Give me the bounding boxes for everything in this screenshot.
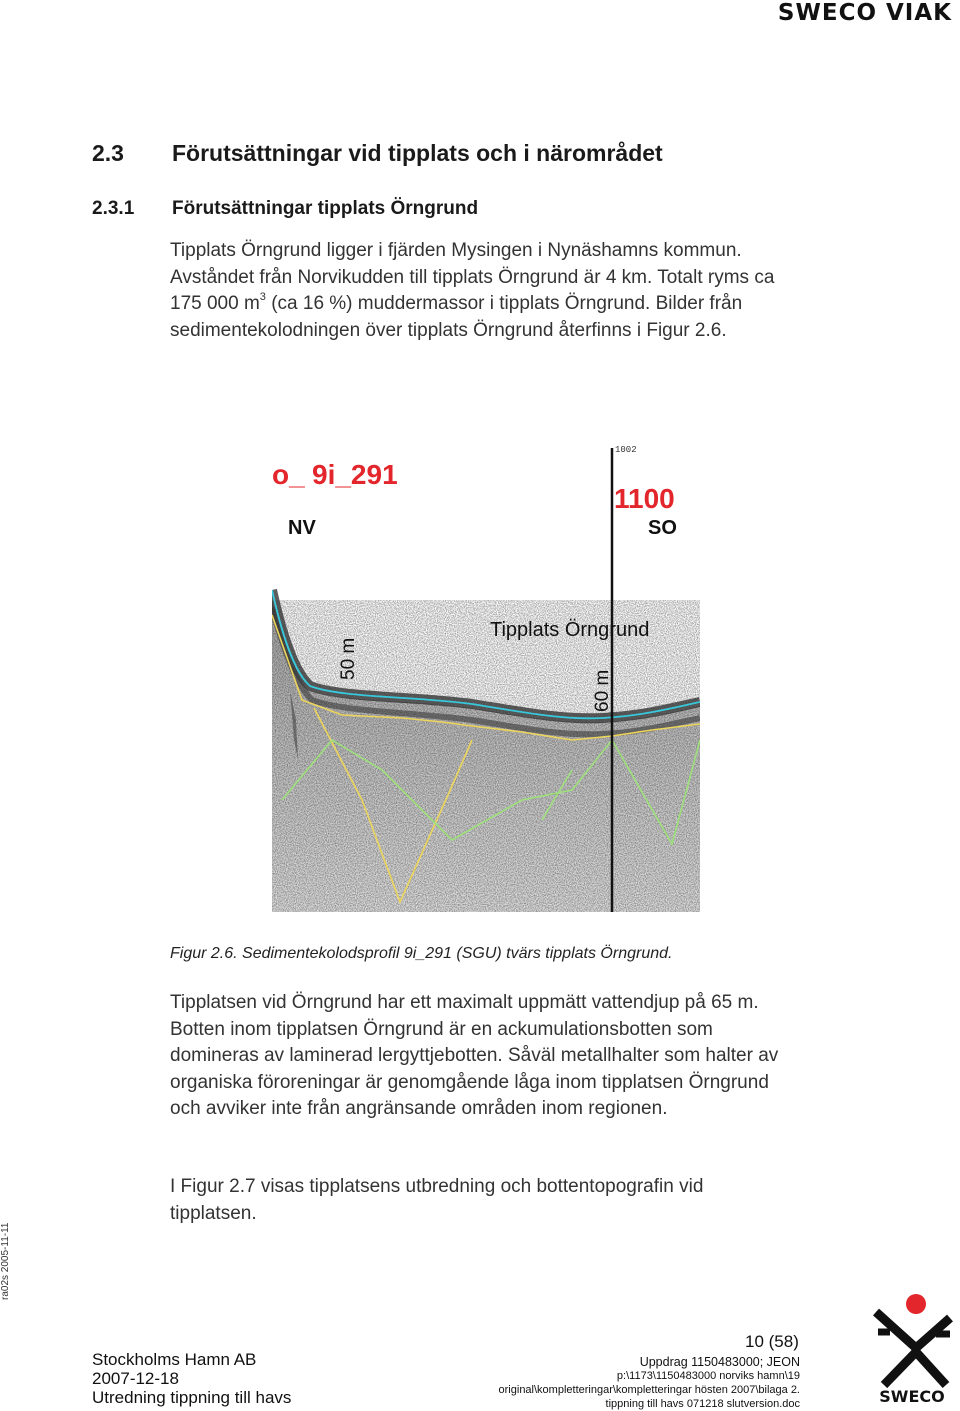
subsection-title: Förutsättningar tipplats Örngrund bbox=[172, 198, 479, 219]
profile-prefix: o_ bbox=[272, 459, 305, 490]
section-number: 2.3 bbox=[92, 140, 124, 166]
intro-text-2: (ca 16 %) muddermassor i tipplats Örngrund. Bilder från sedimentekolodningen över tipplats Örngrund återfinns i Figur 2.6. bbox=[170, 293, 743, 341]
sweco-logo bbox=[870, 1290, 954, 1405]
footer-company: Stockholms Hamn AB bbox=[92, 1350, 257, 1369]
footer-right bbox=[499, 1355, 800, 1411]
subsection-heading bbox=[92, 198, 479, 220]
marker-top-number: 1002 bbox=[615, 445, 637, 455]
section-heading bbox=[92, 140, 663, 167]
intro-superscript: 3 bbox=[259, 290, 266, 303]
marker-ticks bbox=[615, 445, 637, 455]
figure-caption: Figur 2.6. Sedimentekolodsprofil 9i_291 (SGU) tvärs tipplats Örngrund. bbox=[170, 945, 673, 962]
body-text-1: Tipplatsen vid Örngrund har ett maximalt uppmätt vattendjup på 65 m. Botten inom tipplatsen Örngrund är en ackumulationsbotten som domineras av laminerad lergyttjebotten. Såväl metallhalter som halter av organiska föroreningar är genomgående låga inom tipplatsen Örngrund och avviker inte från angränsande områden inom regionen. bbox=[170, 992, 779, 1119]
footer-doc-title: Utredning tippning till havs bbox=[92, 1388, 292, 1407]
side-code bbox=[0, 1222, 14, 1301]
intro-text-1: Tipplats Örngrund ligger i fjärden Mysingen i Nynäshamns kommun. Avståndet från Norvikudden till tipplats Örngrund är 4 km. Totalt ryms ca 175 000 m bbox=[170, 240, 775, 314]
page-number: 10 (58) bbox=[745, 1332, 799, 1351]
site-label: Tipplats Örngrund bbox=[490, 619, 650, 641]
subsection-number: 2.3.1 bbox=[92, 198, 135, 219]
sonar-profile-image bbox=[272, 440, 700, 912]
body-text-2: I Figur 2.7 visas tipplatsens utbredning och bottentopografin vid tipplatsen. bbox=[170, 1176, 704, 1224]
marker-number: 1100 bbox=[614, 483, 675, 514]
body-paragraph-1 bbox=[170, 990, 790, 1123]
sweco-logo-mark bbox=[870, 1290, 954, 1405]
footer-assignment: Uppdrag 1150483000; JEON bbox=[639, 1355, 800, 1369]
depth-label-60: 60 m bbox=[592, 669, 613, 712]
sonar-profile-figure bbox=[272, 440, 700, 912]
depth-label-50: 50 m bbox=[338, 637, 359, 680]
footer-path-3: tippning till havs 071218 slutversion.doc bbox=[605, 1398, 800, 1410]
footer-path-1: p:\1173\1150483000 norviks hamn\19 bbox=[616, 1370, 800, 1382]
footer-path-2: original\kompletteringar\kompletteringar hösten 2007\bilaga 2. bbox=[498, 1384, 800, 1396]
side-code-text: ra02s 2005-11-11 bbox=[0, 1222, 11, 1300]
intro-paragraph bbox=[170, 238, 790, 344]
section-title: Förutsättningar vid tipplats och i närområdet bbox=[172, 140, 663, 166]
nw-label: NV bbox=[288, 517, 316, 539]
logo-text: SWECO bbox=[879, 1387, 945, 1405]
footer-left bbox=[92, 1350, 291, 1407]
logo-red-dot bbox=[906, 1294, 926, 1314]
se-label: SO bbox=[648, 517, 677, 539]
footer-date: 2007-12-18 bbox=[92, 1369, 179, 1388]
sweco-viak-logo: SWECO VIAK bbox=[777, 0, 952, 26]
profile-label: 9i_291 bbox=[312, 459, 398, 490]
body-paragraph-2 bbox=[170, 1174, 790, 1227]
